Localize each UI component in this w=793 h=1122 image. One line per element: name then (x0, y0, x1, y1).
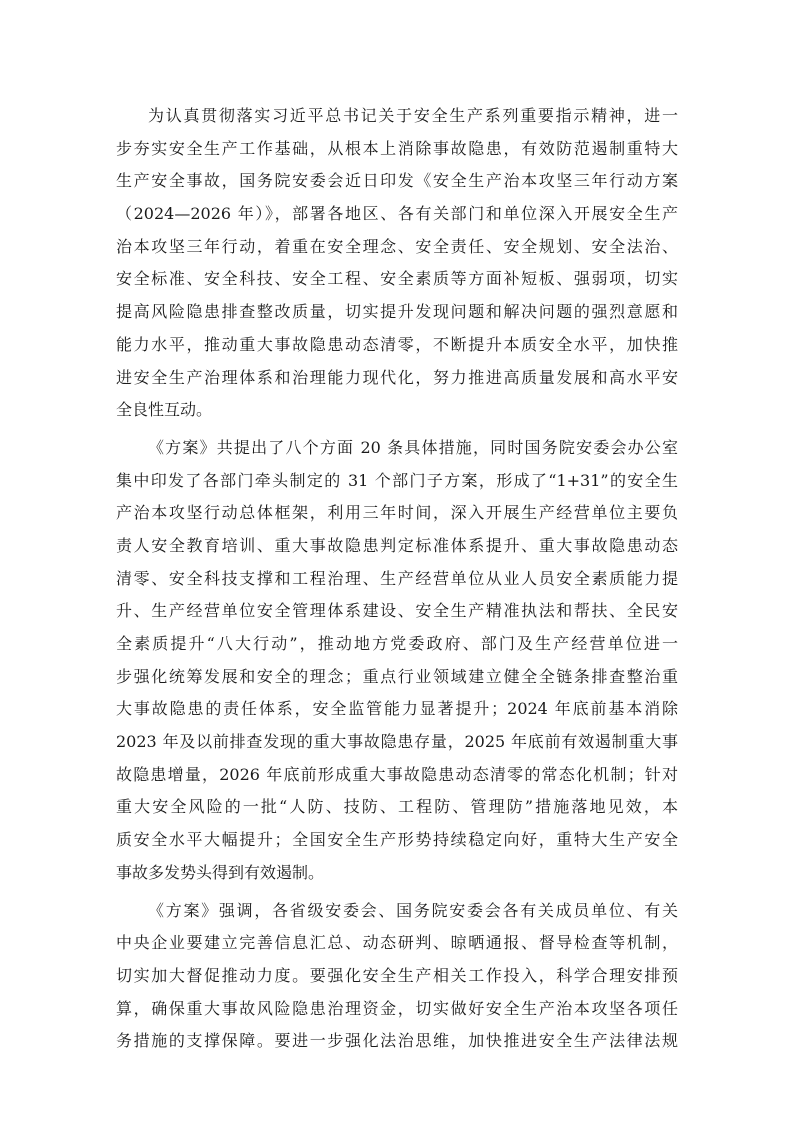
text-line: 事故多发势头得到有效遏制。 (116, 862, 325, 882)
text-line: 务措施的支撑保障。要进一步强化法治思维，加快推进安全生产法律法规 (116, 1031, 678, 1051)
text-line: 质安全水平大幅提升；全国安全生产形势持续稳定向好，重特大生产安全 (116, 830, 678, 850)
paragraph-1 (116, 100, 678, 427)
text-line: 进安全生产治理体系和治理能力现代化，努力推进高质量发展和高水平安 (116, 367, 678, 387)
text-line: 步强化统筹发展和安全的理念；重点行业领域建立健全全链条排查整治重 (116, 666, 678, 686)
text-line: 能力水平，推动重大事故隐患动态清零，不断提升本质安全水平，加快推 (116, 334, 678, 354)
text-line: 2023 年及以前排查发现的重大事故隐患存量，2025 年底前有效遏制重大事 (116, 732, 678, 752)
text-line: 《方案》强调，各省级安委会、国务院安委会各有关成员单位、有关 (148, 900, 678, 920)
text-line: 为认真贯彻落实习近平总书记关于安全生产系列重要指示精神，进一 (148, 106, 678, 125)
text-line: 提高风险隐患排查整改质量，切实提升发现问题和解决问题的强烈意愿和 (116, 302, 678, 322)
text-line: 重大安全风险的一批“人防、技防、工程防、管理防”措施落地见效，本 (116, 797, 678, 817)
paragraph-2 (116, 432, 678, 890)
text-line: 《方案》共提出了八个方面 20 条具体措施，同时国务院安委会办公室 (148, 437, 678, 457)
text-line: 清零、安全科技支撑和工程治理、生产经营单位从业人员安全素质能力提 (116, 568, 678, 588)
text-line: 切实加大督促推动力度。要强化安全生产相关工作投入，科学合理安排预 (116, 965, 678, 985)
text-line: 大事故隐患的责任体系，安全监管能力显著提升；2024 年底前基本消除 (116, 699, 678, 719)
text-line: 步夯实安全生产工作基础，从根本上消除事故隐患，有效防范遏制重特大 (116, 138, 678, 158)
text-line: 算，确保重大事故风险隐患治理资金，切实做好安全生产治本攻坚各项任 (116, 998, 678, 1018)
text-line: 集中印发了各部门牵头制定的 31 个部门子方案，形成了“1+31”的安全生 (116, 470, 678, 490)
paragraph-3 (116, 895, 678, 1058)
text-line: 治本攻坚三年行动，着重在安全理念、安全责任、安全规划、安全法治、 (116, 236, 678, 256)
text-line: 全良性互动。 (116, 400, 213, 420)
document-body (116, 100, 678, 1058)
text-line: 全素质提升“八大行动”，推动地方党委政府、部门及生产经营单位进一 (116, 634, 678, 653)
text-line: 产治本攻坚行动总体框架，利用三年时间，深入开展生产经营单位主要负 (116, 503, 678, 523)
text-line: 升、生产经营单位安全管理体系建设、安全生产精准执法和帮扶、全民安 (116, 601, 678, 621)
text-line: 责人安全教育培训、重大事故隐患判定标准体系提升、重大事故隐患动态 (116, 535, 678, 555)
text-line: （2024—2026 年）》，部署各地区、各有关部门和单位深入开展安全生产 (116, 204, 678, 224)
text-line: 故隐患增量，2026 年底前形成重大事故隐患动态清零的常态化机制；针对 (116, 764, 678, 784)
text-line: 生产安全事故，国务院安委会近日印发《安全生产治本攻坚三年行动方案 (116, 171, 678, 191)
text-line: 中央企业要建立完善信息汇总、动态研判、晾晒通报、督导检查等机制， (116, 933, 678, 953)
text-line: 安全标准、安全科技、安全工程、安全素质等方面补短板、强弱项，切实 (116, 269, 678, 289)
